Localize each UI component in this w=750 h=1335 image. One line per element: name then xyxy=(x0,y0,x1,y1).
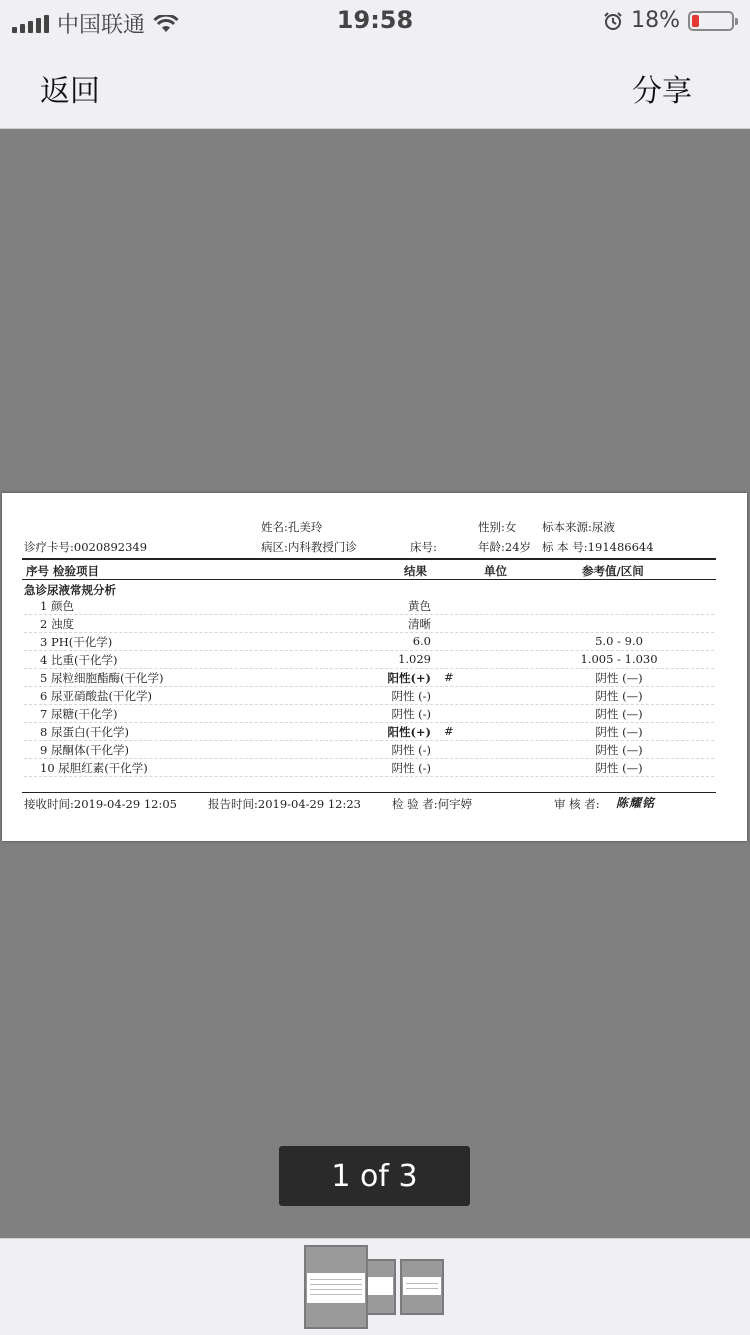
page-indicator: 1 of 3 xyxy=(279,1146,470,1206)
row-divider xyxy=(24,668,714,669)
card-number: 诊疗卡号:0020892349 xyxy=(24,540,148,554)
row-reference: 阴性 (—) xyxy=(595,761,643,775)
row-reference: 阴性 (—) xyxy=(595,671,643,685)
row-reference: 阴性 (—) xyxy=(595,743,643,757)
row-item: 10 尿胆红素(干化学) xyxy=(40,761,148,775)
row-result: 阴性 (-) xyxy=(391,761,431,775)
column-result: 结果 xyxy=(404,564,427,578)
row-result: 清晰 xyxy=(408,617,431,631)
row-divider xyxy=(24,614,714,615)
back-button[interactable]: 返回 xyxy=(40,74,100,109)
row-reference: 阴性 (—) xyxy=(595,689,643,703)
row-reference: 1.005 - 1.030 xyxy=(580,652,658,666)
patient-gender: 性别:女 xyxy=(478,520,517,534)
header-top-rule xyxy=(22,558,716,560)
row-item: 2 浊度 xyxy=(40,617,74,631)
row-item: 8 尿蛋白(干化学) xyxy=(40,725,129,739)
patient-age: 年龄:24岁 xyxy=(478,540,532,554)
row-item: 6 尿亚硝酸盐(干化学) xyxy=(40,689,152,703)
sample-number: 标 本 号:191486644 xyxy=(542,540,654,554)
column-reference: 参考值/区间 xyxy=(582,564,644,578)
row-item: 7 尿糖(干化学) xyxy=(40,707,118,721)
received-time: 接收时间:2019-04-29 12:05 xyxy=(24,797,177,811)
patient-name: 姓名:孔美玲 xyxy=(261,520,323,534)
row-divider xyxy=(24,650,714,651)
header-bottom-rule xyxy=(22,579,716,580)
row-divider xyxy=(24,632,714,633)
battery-percent: 18% xyxy=(631,8,680,33)
row-divider xyxy=(24,704,714,705)
row-result: 6.0 xyxy=(412,634,431,648)
row-item: 1 颜色 xyxy=(40,599,74,613)
row-abnormal-flag: # xyxy=(444,670,454,684)
row-divider xyxy=(24,722,714,723)
row-result: 阳性(+) xyxy=(387,671,431,685)
row-item: 9 尿酮体(干化学) xyxy=(40,743,129,757)
row-divider xyxy=(24,740,714,741)
row-result: 阴性 (-) xyxy=(391,743,431,757)
alarm-clock-icon xyxy=(603,11,623,31)
row-result: 1.029 xyxy=(398,652,431,666)
navigation-bar xyxy=(0,42,750,129)
reviewer-signature: 陈耀铭 xyxy=(616,796,656,810)
sample-source: 标本来源:尿液 xyxy=(542,520,615,534)
ward: 病区:内科教授门诊 xyxy=(261,540,357,554)
inspector: 检 验 者:何宇婷 xyxy=(392,797,473,811)
row-item: 5 尿粒细胞酯酶(干化学) xyxy=(40,671,164,685)
report-time: 报告时间:2019-04-29 12:23 xyxy=(208,797,361,811)
bed-number: 床号: xyxy=(410,540,437,554)
thumbnail-strip xyxy=(0,1238,750,1335)
row-item: 4 比重(干化学) xyxy=(40,653,118,667)
row-reference: 阴性 (—) xyxy=(595,725,643,739)
battery-icon xyxy=(688,11,734,31)
battery-level xyxy=(692,15,699,27)
row-result: 阴性 (-) xyxy=(391,689,431,703)
status-bar xyxy=(0,0,750,42)
row-divider xyxy=(24,686,714,687)
row-result: 阴性 (-) xyxy=(391,707,431,721)
thumbnail-page-1[interactable] xyxy=(304,1245,368,1329)
footer-rule xyxy=(22,792,716,793)
status-time: 19:58 xyxy=(336,6,414,34)
row-divider xyxy=(24,758,714,759)
carrier-name: 中国联通 xyxy=(57,13,146,38)
row-item: 3 PH(干化学) xyxy=(40,635,113,649)
thumbnail-page-3[interactable] xyxy=(400,1259,444,1315)
share-button[interactable]: 分享 xyxy=(632,74,692,109)
reviewer-label: 审 核 者: xyxy=(554,797,600,811)
section-title: 急诊尿液常规分析 xyxy=(24,583,116,597)
row-reference: 阴性 (—) xyxy=(595,707,643,721)
row-abnormal-flag: # xyxy=(444,724,454,738)
row-result: 黄色 xyxy=(408,599,431,613)
column-seq-item: 序号 检验项目 xyxy=(26,564,100,578)
status-right xyxy=(603,8,734,33)
row-divider xyxy=(24,776,714,777)
row-result: 阳性(+) xyxy=(387,725,431,739)
lab-report-page xyxy=(2,493,747,841)
row-reference: 5.0 - 9.0 xyxy=(595,634,643,648)
column-unit: 单位 xyxy=(484,564,507,578)
